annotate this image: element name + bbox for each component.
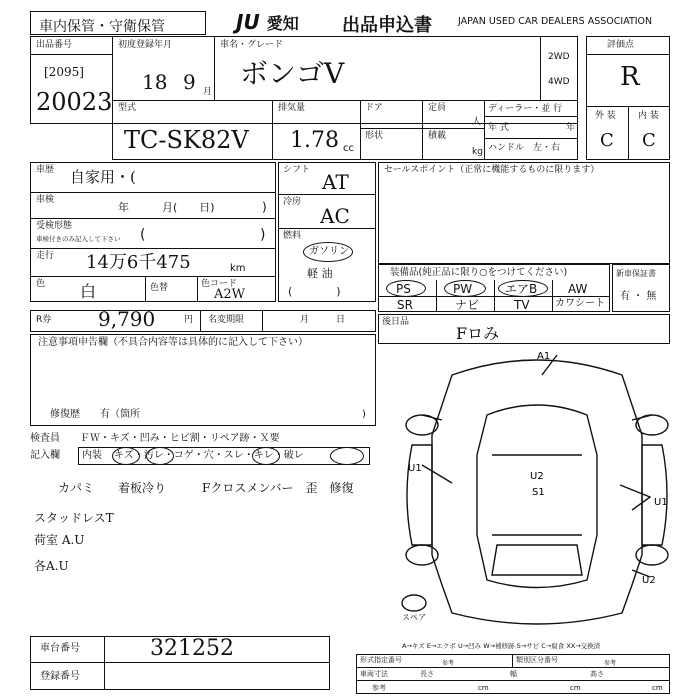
lot-number-small: [2095] [44,65,84,79]
month-day-units: 月 日 [300,315,346,325]
fuel-parens: ( ) [288,285,341,298]
interior-items: キズ・汚レ・コゲ・穴・スレ・キレ・破レ [114,450,304,461]
registration-number-label: 登録番号 [40,671,80,682]
car-name-value: ボンゴV [240,57,345,90]
dealer-parallel-label: ディーラー・並 行 [488,104,563,114]
fuel-gasoline: ガソリン [309,246,349,257]
interior-circle-3 [252,447,280,465]
person-unit: 人 [472,117,482,127]
new-warranty-label: 新車保証書 [616,269,656,278]
displacement-value: 1.78 [290,128,339,153]
transfer-note: 車検付きのみ記入して下さい [36,235,121,243]
sales-point-frame [378,162,670,264]
rating-label: 評価点 [607,40,635,50]
height-label: 高さ [590,670,604,678]
interior-label: 内 装 [638,111,659,121]
chassis-number-label: 車台番号 [40,643,80,654]
length-label: 長さ [420,670,434,678]
mark-u1-left: U1 [408,463,422,474]
color-code-value: A2W [214,287,246,302]
kg-unit: kg [472,147,483,157]
four-wd-label: 4WD [548,77,570,87]
two-wd-label: 2WD [548,52,570,62]
recycle-label: R券 [36,315,52,325]
aircon-label: 冷房 [283,197,302,207]
equip-seat: カワシート [555,298,605,309]
exterior-grade: C [600,130,614,151]
equip-ps: PS [396,282,411,296]
designated-model-label: 形式指定番号 [360,656,402,664]
cm-unit-1: cm [478,684,489,692]
mileage-label: 走行 [36,251,55,261]
interior-grade: C [642,130,656,151]
aircon-value: AC [320,204,350,228]
car-damage-diagram [392,345,682,635]
interior-row-label: 内装 [82,450,102,461]
shift-value: AT [322,170,349,194]
interior-circle-2 [146,447,174,465]
repair-history-label: 修復歴 有（箇所 [50,409,140,420]
lot-number-label: 出品番号 [36,40,73,50]
year-unit: 年 [566,123,576,133]
remark-line-4: 各A.U [34,559,69,573]
logo [236,10,299,34]
recycle-amount: 9,790 [98,307,156,331]
history-value: 自家用・( [70,168,136,186]
entry-column-label: 記入欄 [30,450,60,461]
steering-label: ハンドル 左・右 [488,143,561,153]
storage-box [30,11,206,35]
equip-aw: AW [568,282,588,296]
reference-label-2: 参考 [604,660,617,667]
equip-tv: TV [514,298,530,312]
repair-close-paren: ) [362,409,366,420]
exterior-label: 外 装 [595,111,616,121]
damage-legend: A→キズ E→エクボ U→凹み W→補修跡 S→サビ C→腐食 XX→交換済 [402,642,601,650]
yen-unit: 円 [184,315,194,325]
displacement-label: 排気量 [278,103,306,113]
interior-circle-4 [330,447,364,465]
shift-label: シフト [283,165,311,175]
form-title: 出品申込書 [342,15,432,36]
inspection-label: 車検 [36,195,55,205]
capacity-label: 定員 [428,103,447,113]
remark-line-2: スタッドレスT [34,511,114,525]
load-label: 積載 [428,131,447,141]
equip-pw: PW [453,282,473,296]
car-name-label: 車名・グレード [220,40,284,50]
width-label: 幅 [510,670,517,678]
model-code: TC-SK82V [124,126,249,154]
later-items-label: 後日品 [382,317,410,327]
reference-label-3: 参考 [372,684,386,692]
fuel-label: 燃料 [283,231,302,241]
doors-label: ドア [365,103,383,113]
interior-circle-1 [112,447,140,465]
mark-s1: S1 [532,487,545,498]
reference-label-1: 参考 [442,660,455,667]
name-change-label: 名変期限 [208,315,245,325]
registration-year: 18 [142,70,168,94]
spare-label: スペア [402,613,426,622]
lot-number-value: 20023 [36,88,113,116]
cm-unit-3: cm [652,684,663,692]
model-label: 型式 [118,103,137,113]
vehicle-size-label: 車両寸法 [360,670,388,678]
notes-label: 注意事項申告欄（不具合内容等は具体的に記入して下さい） [38,337,308,348]
first-registration-label: 初度登録年月 [118,40,173,50]
transfer-paren-close: ) [260,227,266,243]
equip-sr: SR [397,298,413,312]
rating-value: R [620,62,640,92]
logo-city: 愛知 [266,14,299,33]
mark-u2-right: U2 [642,575,656,586]
inspection-units: 年 月( 日) [118,201,215,214]
warranty-options: 有 ・ 無 [620,291,657,302]
color-label: 色 [36,279,46,289]
fuel-light-oil: 軽 油 [307,267,333,280]
later-item-value: Fロみ [456,324,500,343]
logo-mark: JU [236,10,260,34]
inspection-paren: ) [262,200,267,214]
month-unit: 月 [203,87,213,97]
chassis-number-value: 321252 [150,636,234,661]
color-value: 白 [80,282,97,301]
color-change-label: 色替 [150,283,169,293]
later-items-frame [378,314,670,344]
equip-airbag: エアB [505,282,538,296]
vehicle-info-frame [30,162,276,302]
color-code-label: 色コード [201,279,238,289]
km-unit: km [230,263,246,274]
model-year-label: 年 式 [488,123,509,133]
history-label: 車歴 [36,165,55,175]
equip-navi: ナビ [455,298,480,312]
transfer-docs-label: 受検形態 [36,221,73,231]
cm-unit-2: cm [570,684,581,692]
body-shape-label: 形状 [365,131,384,141]
remark-line-3: 荷室 A.U [34,533,85,547]
sales-point-label: セールスポイント（正常に機能するものに限ります） [384,165,600,175]
association-name: JAPAN USED CAR DEALERS ASSOCIATION [458,16,653,27]
cc-unit: cc [343,143,354,154]
storage-text: 車内保管・守衛保管 [39,19,165,35]
transfer-paren-open: ( [140,227,146,243]
remark-line-1: カパミ 着板冷り Fクロスメンバー 歪 修復 [58,481,354,495]
equipment-label: 装備品(純正品に限り○をつけてください) [390,267,568,278]
mark-u1-right: U1 [654,497,668,508]
mark-a1: A1 [537,351,551,362]
inspector-label: 検査員 [30,433,60,444]
mark-u2-center: U2 [530,471,544,482]
mileage-value: 14万6千475 [86,252,191,273]
type-class-label: 類別区分番号 [516,656,558,664]
inspector-items: ＦＷ・キズ・凹み・ヒビ割・リペア跡・Ｘ要 [80,433,280,444]
registration-month: 9 [183,70,196,94]
